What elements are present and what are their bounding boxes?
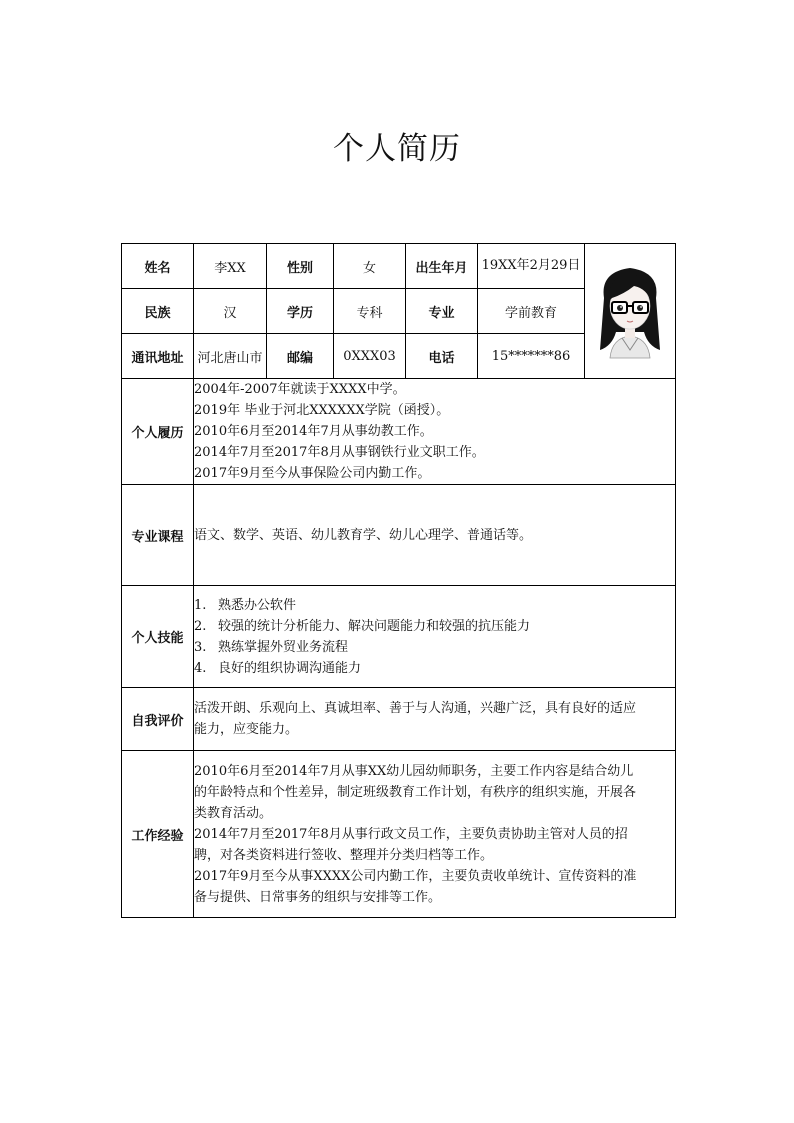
- experience-line: 的年龄特点和个性差异，制定班级教育工作计划，有秩序的组织实施，开展各: [194, 784, 637, 800]
- experience-line: 2010年6月至2014年7月从事XX幼儿园幼师职务，主要工作内容是结合幼儿: [194, 763, 634, 779]
- experience-content: [194, 751, 676, 918]
- gender-value: 女: [334, 244, 406, 289]
- experience-line: 备与提供、日常事务的组织与安排等工作。: [194, 889, 442, 905]
- experience-line: 聘，对各类资料进行签收、整理并分类归档等工作。: [194, 847, 494, 863]
- skill-item: 3. 熟练掌握外贸业务流程: [194, 639, 349, 655]
- dob-value: 19XX年2月29日: [478, 244, 585, 289]
- self-eval-line: 能力，应变能力。: [194, 722, 299, 737]
- experience-label: 工作经验: [122, 751, 194, 918]
- skills-label: 个人技能: [122, 586, 194, 688]
- ethnicity-label: 民族: [122, 289, 194, 334]
- experience-row: [122, 751, 676, 918]
- skills-row: [122, 586, 676, 688]
- basic-row-1: [122, 244, 676, 289]
- name-label: 姓名: [122, 244, 194, 289]
- history-item: 2010年6月至2014年7月从事幼教工作。: [194, 424, 433, 439]
- courses-row: [122, 485, 676, 586]
- gender-label: 性别: [267, 244, 334, 289]
- photo-cell: [585, 244, 676, 379]
- courses-label: 专业课程: [122, 485, 194, 586]
- skill-item: 2. 较强的统计分析能力、解决问题能力和较强的抗压能力: [194, 618, 531, 634]
- address-label: 通讯地址: [122, 334, 194, 379]
- experience-line: 2017年9月至今从事XXXX公司内勤工作，主要负责收单统计、宣传资料的准: [194, 868, 637, 884]
- courses-content: 语文、数学、英语、幼儿教育学、幼儿心理学、普通话等。: [194, 485, 676, 586]
- skill-item: 1. 熟悉办公软件: [194, 597, 297, 613]
- history-row: [122, 379, 676, 485]
- experience-line: 2014年7月至2017年8月从事行政文员工作，主要负责协助主管对人员的招: [194, 826, 628, 842]
- major-value: 学前教育: [478, 289, 585, 334]
- name-value: 李XX: [194, 244, 267, 289]
- history-item: 2017年9月至今从事保险公司内勤工作。: [194, 466, 431, 481]
- address-value: 河北唐山市: [194, 334, 267, 379]
- education-value: 专科: [334, 289, 406, 334]
- self-eval-line: 活泼开朗、乐观向上、真诚坦率、善于与人沟通，兴趣广泛，具有良好的适应: [194, 701, 637, 716]
- postcode-label: 邮编: [267, 334, 334, 379]
- resume-table: [121, 243, 676, 918]
- education-label: 学历: [267, 289, 334, 334]
- ethnicity-value: 汉: [194, 289, 267, 334]
- phone-label: 电话: [406, 334, 478, 379]
- skill-item: 4. 良好的组织协调沟通能力: [194, 660, 362, 676]
- skills-content: [194, 586, 676, 688]
- dob-label: 出生年月: [406, 244, 478, 289]
- page-title: 个人简历: [333, 130, 461, 167]
- history-content: [194, 379, 676, 485]
- postcode-value: 0XXX03: [334, 334, 406, 379]
- history-item: 2019年 毕业于河北XXXXXX学院（函授）。: [194, 403, 450, 418]
- experience-line: 类教育活动。: [194, 805, 273, 821]
- history-label: 个人履历: [122, 379, 194, 485]
- self-eval-content: [194, 688, 676, 751]
- self-eval-row: [122, 688, 676, 751]
- self-eval-label: 自我评价: [122, 688, 194, 751]
- history-item: 2014年7月至2017年8月从事钢铁行业文职工作。: [194, 445, 485, 460]
- cartoon-girl-avatar-icon: [590, 258, 670, 360]
- history-item: 2004年-2007年就读于XXXX中学。: [194, 382, 406, 397]
- major-label: 专业: [406, 289, 478, 334]
- phone-value: 15*******86: [478, 334, 585, 379]
